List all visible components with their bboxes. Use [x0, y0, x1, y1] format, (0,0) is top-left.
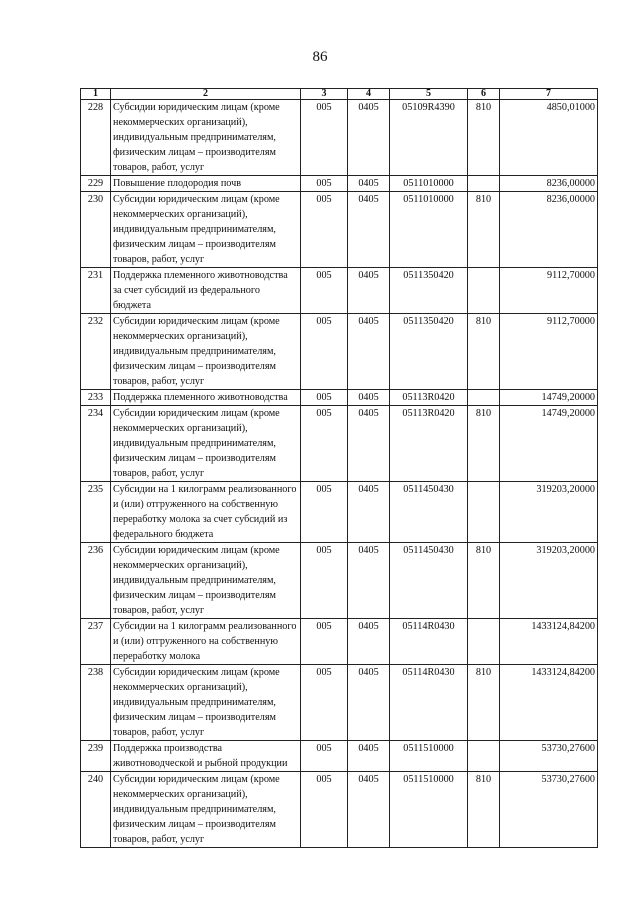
row-col6-cell: 810 — [468, 665, 500, 741]
row-number-cell: 231 — [81, 268, 111, 314]
table-row — [81, 390, 598, 406]
row-col4-cell: 0405 — [348, 665, 390, 741]
row-amount-cell: 14749,20000 — [500, 390, 598, 406]
table-row — [81, 482, 598, 543]
row-col3-cell: 005 — [301, 741, 348, 772]
row-col5-cell: 0511010000 — [390, 192, 468, 268]
table-row — [81, 619, 598, 665]
header-col-1: 1 — [81, 89, 111, 100]
row-col5-cell: 0511510000 — [390, 772, 468, 848]
row-name-cell: Поддержка племенного животноводства за счет субсидий из федерального бюджета — [111, 268, 301, 314]
row-name-cell: Субсидии на 1 килограмм реализованного и (или) отгруженного на собственную переработку молока за счет субсидий из федерального бюджета — [111, 482, 301, 543]
row-name-cell: Поддержка производства животноводческой и рыбной продукции — [111, 741, 301, 772]
row-number-cell: 229 — [81, 176, 111, 192]
table-row — [81, 268, 598, 314]
row-amount-cell: 9112,70000 — [500, 314, 598, 390]
row-col6-cell — [468, 741, 500, 772]
row-col4-cell: 0405 — [348, 772, 390, 848]
header-col-5: 5 — [390, 89, 468, 100]
row-col3-cell: 005 — [301, 543, 348, 619]
row-col4-cell: 0405 — [348, 192, 390, 268]
row-col5-cell: 0511350420 — [390, 268, 468, 314]
row-col6-cell: 810 — [468, 772, 500, 848]
row-number-cell: 233 — [81, 390, 111, 406]
row-col4-cell: 0405 — [348, 482, 390, 543]
table-body — [81, 100, 598, 848]
row-name-cell: Субсидии юридическим лицам (кроме некоммерческих организаций), индивидуальным предпринимателям, физическим лицам – производителям товаров, работ, услуг — [111, 100, 301, 176]
header-col-4: 4 — [348, 89, 390, 100]
row-number-cell: 235 — [81, 482, 111, 543]
row-name-cell: Повышение плодородия почв — [111, 176, 301, 192]
row-number-cell: 239 — [81, 741, 111, 772]
row-col3-cell: 005 — [301, 665, 348, 741]
row-amount-cell: 9112,70000 — [500, 268, 598, 314]
row-col5-cell: 05113R0420 — [390, 390, 468, 406]
row-col4-cell: 0405 — [348, 619, 390, 665]
row-col5-cell: 05109R4390 — [390, 100, 468, 176]
row-col5-cell: 05113R0420 — [390, 406, 468, 482]
header-col-7: 7 — [500, 89, 598, 100]
row-number-cell: 228 — [81, 100, 111, 176]
row-amount-cell: 1433124,84200 — [500, 665, 598, 741]
row-col5-cell: 0511510000 — [390, 741, 468, 772]
row-col5-cell: 05114R0430 — [390, 619, 468, 665]
row-col3-cell: 005 — [301, 176, 348, 192]
row-amount-cell: 319203,20000 — [500, 482, 598, 543]
row-col3-cell: 005 — [301, 268, 348, 314]
row-col3-cell: 005 — [301, 619, 348, 665]
row-amount-cell: 53730,27600 — [500, 741, 598, 772]
row-amount-cell: 319203,20000 — [500, 543, 598, 619]
row-col5-cell: 0511450430 — [390, 482, 468, 543]
row-col6-cell: 810 — [468, 406, 500, 482]
budget-table — [80, 88, 598, 848]
table-row — [81, 100, 598, 176]
row-number-cell: 230 — [81, 192, 111, 268]
row-col4-cell: 0405 — [348, 176, 390, 192]
table-row — [81, 543, 598, 619]
row-number-cell: 240 — [81, 772, 111, 848]
row-col4-cell: 0405 — [348, 100, 390, 176]
row-col3-cell: 005 — [301, 482, 348, 543]
row-name-cell: Поддержка племенного животноводства — [111, 390, 301, 406]
row-number-cell: 234 — [81, 406, 111, 482]
row-number-cell: 232 — [81, 314, 111, 390]
row-col6-cell: 810 — [468, 543, 500, 619]
row-col5-cell: 0511450430 — [390, 543, 468, 619]
table-row — [81, 314, 598, 390]
row-col5-cell: 0511010000 — [390, 176, 468, 192]
table-row — [81, 176, 598, 192]
row-amount-cell: 1433124,84200 — [500, 619, 598, 665]
table-row — [81, 406, 598, 482]
row-col6-cell: 810 — [468, 314, 500, 390]
page-number: 86 — [312, 49, 328, 65]
row-col3-cell: 005 — [301, 406, 348, 482]
row-number-cell: 238 — [81, 665, 111, 741]
table-row — [81, 741, 598, 772]
header-col-6: 6 — [468, 89, 500, 100]
row-amount-cell: 4850,01000 — [500, 100, 598, 176]
header-row — [81, 89, 598, 100]
row-name-cell: Субсидии юридическим лицам (кроме некоммерческих организаций), индивидуальным предпринимателям, физическим лицам – производителям товаров, работ, услуг — [111, 665, 301, 741]
row-col4-cell: 0405 — [348, 406, 390, 482]
header-col-3: 3 — [301, 89, 348, 100]
row-name-cell: Субсидии юридическим лицам (кроме некоммерческих организаций), индивидуальным предпринимателям, физическим лицам – производителям товаров, работ, услуг — [111, 314, 301, 390]
row-col6-cell — [468, 268, 500, 314]
row-col3-cell: 005 — [301, 390, 348, 406]
row-col6-cell: 810 — [468, 100, 500, 176]
row-col6-cell — [468, 482, 500, 543]
row-amount-cell: 8236,00000 — [500, 176, 598, 192]
row-col3-cell: 005 — [301, 772, 348, 848]
header-col-2: 2 — [111, 89, 301, 100]
table-row — [81, 192, 598, 268]
row-amount-cell: 53730,27600 — [500, 772, 598, 848]
row-col5-cell: 05114R0430 — [390, 665, 468, 741]
row-name-cell: Субсидии юридическим лицам (кроме некоммерческих организаций), индивидуальным предпринимателям, физическим лицам – производителям товаров, работ, услуг — [111, 406, 301, 482]
row-col3-cell: 005 — [301, 314, 348, 390]
row-col4-cell: 0405 — [348, 741, 390, 772]
row-col3-cell: 005 — [301, 100, 348, 176]
row-amount-cell: 14749,20000 — [500, 406, 598, 482]
table-row — [81, 665, 598, 741]
row-col6-cell — [468, 390, 500, 406]
row-number-cell: 237 — [81, 619, 111, 665]
row-col5-cell: 0511350420 — [390, 314, 468, 390]
row-number-cell: 236 — [81, 543, 111, 619]
row-amount-cell: 8236,00000 — [500, 192, 598, 268]
row-col6-cell: 810 — [468, 192, 500, 268]
row-col4-cell: 0405 — [348, 390, 390, 406]
row-col4-cell: 0405 — [348, 268, 390, 314]
row-name-cell: Субсидии юридическим лицам (кроме некоммерческих организаций), индивидуальным предпринимателям, физическим лицам – производителям товаров, работ, услуг — [111, 543, 301, 619]
row-col6-cell — [468, 176, 500, 192]
row-col3-cell: 005 — [301, 192, 348, 268]
row-col4-cell: 0405 — [348, 314, 390, 390]
row-col6-cell — [468, 619, 500, 665]
row-col4-cell: 0405 — [348, 543, 390, 619]
row-name-cell: Субсидии на 1 килограмм реализованного и (или) отгруженного на собственную переработку молока — [111, 619, 301, 665]
row-name-cell: Субсидии юридическим лицам (кроме некоммерческих организаций), индивидуальным предпринимателям, физическим лицам – производителям товаров, работ, услуг — [111, 772, 301, 848]
table-row — [81, 772, 598, 848]
row-name-cell: Субсидии юридическим лицам (кроме некоммерческих организаций), индивидуальным предпринимателям, физическим лицам – производителям товаров, работ, услуг — [111, 192, 301, 268]
